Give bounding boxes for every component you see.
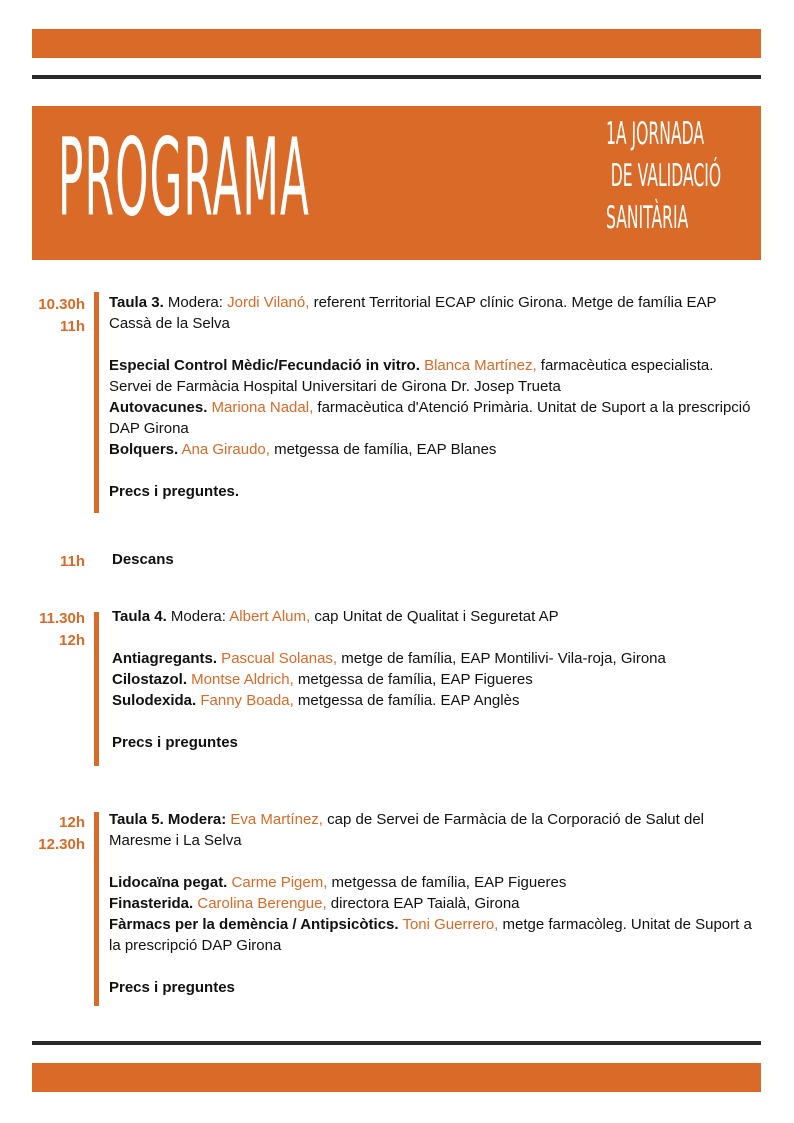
- speaker-role: metgessa de família, EAP Figueres: [327, 874, 567, 891]
- break-time: 11h: [59, 553, 85, 570]
- qa-closing: Precs i preguntes.: [109, 483, 240, 500]
- speaker: Carolina Berengue,: [193, 895, 327, 912]
- speaker-role: metgessa de família, EAP Figueres: [293, 671, 533, 688]
- time-end: 12.30h: [38, 836, 85, 853]
- event-subtitle: [606, 114, 721, 240]
- qa-closing: Precs i preguntes: [112, 734, 238, 751]
- subtitle-line-2: DE VALIDACIÓ: [610, 158, 722, 195]
- moderator-name: Jordi Vilanó,: [227, 294, 310, 311]
- break-label: Descans: [112, 551, 174, 568]
- bottom-divider: [32, 1041, 761, 1045]
- list-item: [109, 872, 759, 893]
- time-start: 11.30h: [39, 610, 85, 627]
- speaker: Ana Giraudo,: [178, 441, 270, 458]
- subtitle-line-1: 1A JORNADA: [606, 116, 705, 153]
- time-end: 12h: [59, 632, 85, 649]
- moderator-name: Eva Martínez,: [226, 811, 323, 828]
- speaker-role: directora EAP Taialà, Girona: [326, 895, 520, 912]
- session-accent-bar: [94, 292, 99, 513]
- speaker: Fanny Boada,: [196, 692, 294, 709]
- topic: Especial Control Mèdic/Fecundació in vitro.: [109, 357, 420, 374]
- list-item: [112, 669, 762, 690]
- speaker: Blanca Martínez,: [419, 357, 537, 374]
- list-item: [112, 690, 762, 711]
- top-divider: [32, 75, 761, 79]
- topic: Cilostazol.: [112, 671, 188, 688]
- time-start: 10.30h: [38, 296, 85, 313]
- header-banner: [32, 106, 761, 260]
- list-item: [109, 439, 759, 460]
- speaker-role: farmacèutica d'Atenció Primària. Unitat de Suport a la prescripció DAP Girona: [109, 399, 751, 437]
- session-time: [5, 608, 85, 652]
- topic: Bolquers.: [109, 441, 179, 458]
- table-title: Taula 5. Modera:: [109, 811, 227, 828]
- table-title: Taula 3.: [109, 294, 164, 311]
- moderator-label: Modera:: [163, 294, 228, 311]
- speaker: Pascual Solanas,: [217, 650, 338, 667]
- topic: Autovacunes.: [109, 399, 208, 416]
- topic: Antiagregants.: [112, 650, 218, 667]
- speaker-role: farmacèutica especialista. Servei de Farmàcia Hospital Universitari de Girona Dr. Josep Trueta: [109, 357, 714, 395]
- topic: Finasterida.: [109, 895, 194, 912]
- topic: Sulodexida.: [112, 692, 197, 709]
- speaker-role: metgessa de família. EAP Anglès: [293, 692, 520, 709]
- time-start: 12h: [59, 814, 85, 831]
- session-time: [5, 294, 85, 338]
- session-content: [112, 606, 762, 753]
- top-accent-bar: [32, 29, 761, 58]
- session-accent-bar: [94, 612, 99, 766]
- session-content: [109, 292, 759, 502]
- moderator-line: [109, 809, 759, 851]
- list-item: [109, 355, 759, 397]
- speaker-role: metgessa de família, EAP Blanes: [269, 441, 497, 458]
- topic: Fàrmacs per la demència / Antipsicòtics.: [109, 916, 399, 933]
- moderator-line: [109, 292, 759, 334]
- speaker: Mariona Nadal,: [207, 399, 314, 416]
- list-item: [112, 648, 762, 669]
- list-item: [109, 893, 759, 914]
- session-accent-bar: [94, 812, 99, 1006]
- subtitle-line-3: SANITÀRIA: [606, 200, 689, 237]
- moderator-label: Modera:: [166, 608, 230, 625]
- page-title: PROGRAMA: [58, 116, 311, 242]
- speaker: Carme Pigem,: [227, 874, 328, 891]
- list-item: [109, 397, 759, 439]
- list-item: [109, 914, 759, 956]
- moderator-role: referent Territorial ECAP clínic Girona. Metge de família EAP Cassà de la Selva: [109, 294, 717, 332]
- speaker-role: metge de família, EAP Montilivi- Vila-roja, Girona: [337, 650, 666, 667]
- qa-closing: Precs i preguntes: [109, 979, 235, 996]
- session-content: [109, 809, 759, 998]
- moderator-name: Albert Alum,: [229, 608, 311, 625]
- speaker: Toni Guerrero,: [398, 916, 499, 933]
- table-title: Taula 4.: [112, 608, 167, 625]
- speaker-role: metge farmacòleg. Unitat de Suport a la prescripció DAP Girona: [109, 916, 752, 954]
- moderator-role: cap de Servei de Farmàcia de la Corporació de Salut del Maresme i La Selva: [109, 811, 704, 849]
- topic: Lidocaïna pegat.: [109, 874, 228, 891]
- speaker: Montse Aldrich,: [187, 671, 294, 688]
- session-time: [5, 812, 85, 856]
- bottom-accent-bar: [32, 1063, 761, 1092]
- moderator-line: [112, 606, 762, 627]
- time-end: 11h: [59, 318, 85, 335]
- moderator-role: cap Unitat de Qualitat i Seguretat AP: [310, 608, 559, 625]
